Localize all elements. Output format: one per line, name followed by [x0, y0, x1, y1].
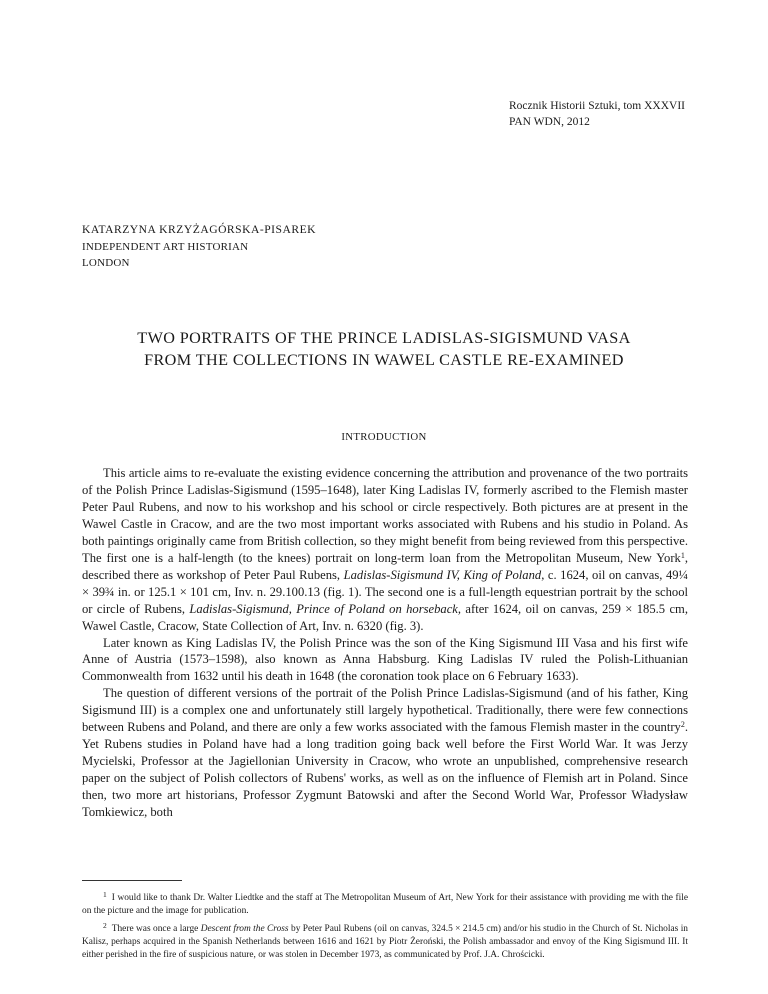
- footnote-2: [82, 919, 688, 962]
- author-block: [82, 222, 316, 272]
- paragraph-3: [82, 685, 688, 821]
- footnote-text: I would like to thank Dr. Walter Liedtke and the staff at The Metropolitan Museum of Art, New York for their assistance with providing me with the file on the picture and the image for publication.: [82, 893, 688, 916]
- footnote-number: 2: [103, 921, 107, 930]
- footnote-ref-1: 1: [680, 550, 685, 560]
- text-run: after 1624, oil on canvas, 259 × 185.5 cm, Wawel Castle, Cracow, State Collection of Art, Inv. n. 6320 (fig. 3).: [82, 601, 689, 633]
- footnote-divider: [82, 880, 182, 881]
- text-run: , described there as workshop of Peter Paul Rubens,: [82, 550, 688, 582]
- text-run: , c. 1624, oil on canvas, 49¼ × 39¾ in. or 125.1 × 101 cm, Inv. n. 29.100.13 (fig. 1). The second one is a full-length equestrian portrait by the school or circle of Rubens,: [82, 567, 688, 616]
- title-line-2: FROM THE COLLECTIONS IN WAWEL CASTLE RE-EXAMINED: [144, 350, 624, 369]
- text-run: . Yet Rubens studies in Poland have had a long tradition going back well before the First World War. It was Jerzy Mycielski, Professor at the Jagiellonian University in Cracow, who wrote an unpublished, comprehensive research paper on the subject of Polish collectors of Rubens' works, as well as on the influence of Flemish art in Poland. Since then, two more art historians, Professor Zygmunt Batowski and after the Second World War, Professor Władysław Tomkiewicz, both: [82, 720, 688, 820]
- footnote-ref-2: 2: [680, 720, 685, 730]
- footnotes: [82, 888, 688, 963]
- journal-line: Rocznik Historii Sztuki, tom XXXVII: [509, 100, 685, 112]
- painting-title-1: Ladislas-Sigismund IV, King of Poland: [343, 567, 542, 582]
- text-run: This article aims to re-evaluate the existing evidence concerning the attribution and provenance of the two portraits of the Polish Prince Ladislas-Sigismund (1595–1648), later King Ladislas IV, formerly ascribed to the Flemish master Peter Paul Rubens, and now to his workshop and his school or circle respectively. Both pictures are at present in the Wawel Castle in Cracow, and are the two most important works associated with Rubens and his studio in Poland. As both paintings originally came from British collection, so they might benefit from being reviewed from this perspective. The first one is a half-length (to the knees) portrait on long-term loan from the Metropolitan Museum, New York: [82, 466, 688, 565]
- footnote-text: by Peter Paul Rubens (oil on canvas, 324.5 × 214.5 cm) and/or his studio in the Church of St. Nicholas in Kalisz, perhaps acquired in the Spanish Netherlands between 1616 and 1621 by Piotr Żeroński, the Polish ambassador and envoy of the King Sigismund III. It either perished in the fire of suspicious nature, or was stolen in December 1973, as communicated by Prof. J.A. Chrościcki.: [82, 924, 688, 960]
- artwork-title: Descent from the Cross: [200, 924, 289, 934]
- painting-title-2: Ladislas-Sigismund, Prince of Poland on horseback,: [189, 601, 462, 616]
- article-title: [82, 328, 686, 371]
- running-head: [509, 98, 685, 130]
- author-name: KATARZYNA KRZYŻAGÓRSKA-PISAREK: [82, 223, 317, 236]
- title-line-1: TWO PORTRAITS OF THE PRINCE LADISLAS-SIGISMUND VASA: [137, 329, 631, 347]
- publisher-line: PAN WDN, 2012: [509, 116, 590, 128]
- author-affiliation: INDEPENDENT ART HISTORIAN: [82, 240, 249, 253]
- paragraph-1: [82, 465, 688, 635]
- footnote-number: 1: [103, 890, 107, 899]
- paragraph-2: Later known as King Ladislas IV, the Polish Prince was the son of the King Sigismund III Vasa and his first wife Anne of Austria (1573–1598), also known as Anna Habsburg. King Ladislas IV ruled the Polish-Lithuanian Commonwealth from 1632 until his death in 1648 (the coronation took place on 6 February 1633).: [82, 635, 688, 684]
- author-location: LONDON: [82, 257, 130, 269]
- body-text: [82, 465, 688, 821]
- footnote-text: There was once a large: [111, 924, 201, 934]
- footnote-1: [82, 888, 688, 918]
- section-heading: INTRODUCTION: [341, 431, 427, 443]
- text-run: The question of different versions of the portrait of the Polish Prince Ladislas-Sigismund (and of his father, King Sigismund III) is a complex one and unfortunately still largely hypothetical. Traditionally, there were few connections between Rubens and Poland, and there are only a few works associated with the famous Flemish master in the country: [82, 686, 688, 735]
